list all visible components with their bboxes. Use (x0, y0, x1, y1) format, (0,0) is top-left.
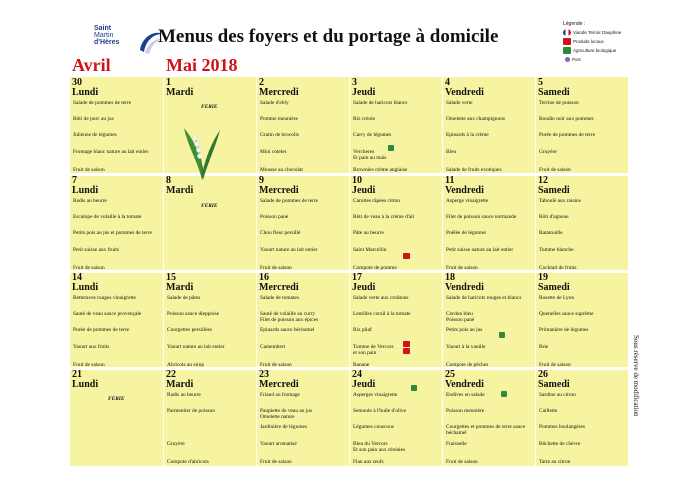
day-number: 14 (72, 272, 82, 283)
menu-item: Fruit de saison (539, 362, 571, 368)
menu-item: Riz pilaf (353, 327, 372, 333)
menu-item: Compote de pêches (446, 362, 489, 368)
menu-item: Purée de pommes de terre (539, 132, 595, 138)
menu-item: Riz créole (353, 116, 375, 122)
menu-item: Carottes râpées citron (353, 198, 400, 204)
menu-item: Poisson sauce dieppoise (167, 311, 220, 317)
menu-item: Sardine au citron (539, 392, 576, 398)
menu-item: Bûchette de chèvre (539, 441, 581, 447)
local-products-icon (403, 341, 410, 347)
menu-item: Banane (353, 362, 370, 368)
menu-item: Jardinière de légumes (260, 424, 307, 430)
menu-item: Epinards sauce béchamel (260, 327, 315, 333)
menu-item: Fruit de saison (446, 459, 478, 465)
menu-item: Sauté de volaille au curry Filet de poisson aux épices (260, 311, 319, 323)
day-name: Jeudi (352, 282, 376, 293)
menu-item: Taboulé aux raisins (539, 198, 581, 204)
menu-item: Sauté de veau sauce provençale (73, 311, 142, 317)
day-number: 8 (166, 175, 171, 186)
day-number: 11 (445, 175, 455, 186)
menu-item: Mini cotelet (260, 149, 287, 155)
menu-item: Fruit de saison (260, 459, 292, 465)
menu-item: Yaourt à la vanille (446, 344, 486, 350)
day-number: 16 (259, 272, 269, 283)
menu-item: Epinards à la crème (446, 132, 489, 138)
menu-item: Fruit de saison (73, 362, 105, 368)
organic-icon (501, 391, 507, 397)
menu-item: Fruit de saison (260, 265, 292, 271)
organic-icon (563, 47, 571, 54)
local-products-icon (563, 38, 571, 45)
legend-item-porc (563, 55, 633, 64)
day-number: 18 (445, 272, 455, 283)
menu-item: Radis au beurre (73, 198, 107, 204)
menu-item: Gruyère (539, 149, 557, 155)
menu-item: Betteraves rouges vinaigrette (73, 295, 136, 301)
menu-item: Rôti d'agneau (539, 214, 569, 220)
menu-item: Fraisselle (446, 441, 467, 447)
legend-label: Viande Terroir Dauphine (573, 30, 622, 35)
menu-item: Brownies crème anglaise (353, 167, 408, 173)
day-number: 23 (259, 369, 269, 380)
legend (563, 21, 633, 64)
day-name: Mercredi (259, 185, 299, 196)
menu-item: Tomme de Vercors et son pain (353, 344, 394, 356)
day-name: Lundi (72, 379, 99, 390)
menu-item: Fruit de saison (260, 362, 292, 368)
local-products-icon (403, 253, 410, 259)
menu-item: Rôti de veau à la crème d'ail (353, 214, 415, 220)
menu-item: Chou fleur persillé (260, 230, 301, 236)
day-number: 19 (538, 272, 548, 283)
day-number: 17 (352, 272, 362, 283)
menu-item: Printanière de légumes (539, 327, 589, 333)
menu-item: Boudin noir aux pommes (539, 116, 594, 122)
flag-icon (563, 29, 571, 36)
lily-of-the-valley-icon (180, 122, 224, 182)
day-name: Mardi (166, 87, 194, 98)
menu-item: Petits pois au jus et pommes de terre (73, 230, 152, 236)
day-number: 30 (72, 77, 82, 88)
menu-item: Yaourt aromatisé (260, 441, 297, 447)
menu-item: Salade verte aux croûtons (353, 295, 409, 301)
menu-item: Salade de pommes de terre (260, 198, 319, 204)
day-name: Mardi (166, 379, 194, 390)
day-number: 5 (538, 77, 543, 88)
logo-line-2: Martin (94, 32, 114, 39)
logo-text (94, 25, 119, 46)
menu-item: Semoule à l'huile d'olive (353, 408, 406, 414)
day-name: Vendredi (445, 185, 484, 196)
menu-item: Petit suisse aux fruits (73, 247, 119, 253)
menu-item: Tarte au citron (539, 459, 571, 465)
menu-item: Paupiette de veau au jus Omelette nature (260, 408, 313, 420)
menu-item: Cordon bleu Poisson pané (446, 311, 475, 323)
menu-item: Salade de haricots rouges et blancs (446, 295, 522, 301)
menu-item: Gruyère (167, 441, 185, 447)
menu-item: Rosette de Lyon (539, 295, 575, 301)
day-name: Vendredi (445, 379, 484, 390)
holiday-label: FERIE (201, 104, 218, 110)
menu-item: Escalope de volaille à la tomate (73, 214, 142, 220)
day-name: Mardi (166, 185, 194, 196)
legend-label: Produits locaux (573, 39, 604, 44)
menu-item: Yaourt nature au lait entier (260, 247, 318, 253)
page-title: Menus des foyers et du portage à domicile (158, 26, 499, 47)
menu-item: Fruit de saison (73, 167, 105, 173)
day-name: Samedi (538, 185, 570, 196)
day-name: Lundi (72, 185, 99, 196)
menu-item: Radis au beurre (167, 392, 201, 398)
organic-icon (411, 385, 417, 391)
menu-item: Cocktail de fruits (539, 265, 577, 271)
menu-item: Fruit de saison (73, 265, 105, 271)
menu-item: Gratin de brocolis (260, 132, 299, 138)
day-name: Samedi (538, 282, 570, 293)
day-number: 24 (352, 369, 362, 380)
menu-item: Salade de pommes de terre (73, 100, 132, 106)
day-name: Vendredi (445, 87, 484, 98)
menu-item: Salade de pâtes (167, 295, 201, 301)
day-number: 2 (259, 77, 264, 88)
menu-item: Rôti de porc au jus (73, 116, 114, 122)
menu-item: Petit suisse nature au lait entier (446, 247, 514, 253)
day-name: Samedi (538, 379, 570, 390)
menu-item: Pâte au beurre (353, 230, 384, 236)
legend-title: Légende : (563, 21, 586, 27)
day-number: 7 (72, 175, 77, 186)
holiday-label: FERIE (108, 396, 125, 402)
menu-item: Endives en salade (446, 392, 485, 398)
menu-item: Julienne de légumes (73, 132, 117, 138)
menu-item: Omelette aux champignons (446, 116, 505, 122)
menu-item: Vercheres Et pain au maïs (353, 149, 387, 161)
menu-item: Parmentier de poisson (167, 408, 215, 414)
day-name: Mercredi (259, 87, 299, 98)
menu-item: Yaourt aux fruits (73, 344, 110, 350)
day-name: Mardi (166, 282, 194, 293)
day-number: 21 (72, 369, 82, 380)
legend-item-terroir (563, 28, 633, 37)
day-name: Vendredi (445, 282, 484, 293)
menu-item: Salade d'ebly (260, 100, 289, 106)
menu-item: Mousse au chocolat (260, 167, 303, 173)
menu-item: Fruit de saison (539, 167, 571, 173)
day-number: 26 (538, 369, 548, 380)
menu-item: Poisson pané (260, 214, 289, 220)
day-number: 3 (352, 77, 357, 88)
day-number: 9 (259, 175, 264, 186)
menu-item: Pommes boulangères (539, 424, 585, 430)
day-name: Lundi (72, 87, 99, 98)
menu-item: Abricots au sirop (167, 362, 205, 368)
day-name: Jeudi (352, 185, 376, 196)
local-products-icon (403, 348, 410, 354)
menu-item: Légumes couscous (353, 424, 394, 430)
menu-item: Camembert (260, 344, 286, 350)
menu-item: Bleu (446, 149, 457, 155)
menu-item: Yaourt nature au lait entier (167, 344, 225, 350)
menu-item: Saint Marcellin (353, 247, 387, 253)
organic-icon (388, 145, 394, 151)
holiday-label: FERIE (201, 203, 218, 209)
menu-item: Fromage blanc nature au lait entier (73, 149, 149, 155)
menu-item: Quenelles sauce suprême (539, 311, 594, 317)
menu-item: Salade de tomates (260, 295, 299, 301)
menu-item: Asperges vinaigrette (353, 392, 398, 398)
pork-icon (565, 57, 570, 62)
day-name: Lundi (72, 282, 99, 293)
menu-item: Asperge vinaigrette (446, 198, 489, 204)
organic-icon (499, 332, 505, 338)
day-name: Jeudi (352, 87, 376, 98)
legend-item-bio (563, 46, 633, 55)
menu-item: Caillette (539, 408, 558, 414)
menu-item: Ratatouille (539, 230, 563, 236)
day-number: 10 (352, 175, 362, 186)
legend-label: Porc (572, 57, 582, 62)
menu-item: Flan aux œufs (353, 459, 384, 465)
menu-item: Filet de poisson sauce normande (446, 214, 517, 220)
menu-item: Compote d'abricots (167, 459, 209, 465)
menu-item: Courgettes persillées (167, 327, 212, 333)
menu-item: Compote de pomme (353, 265, 397, 271)
legend-label: Agriculture biologique (573, 48, 617, 53)
side-note: Sous réserve de modification (632, 335, 640, 417)
menu-item: Tomme blanche (539, 247, 574, 253)
menu-item: Salade de fruits exotiques (446, 167, 502, 173)
logo-line-1: Saint (94, 25, 112, 32)
menu-item: Petits pois au jus (446, 327, 483, 333)
day-name: Samedi (538, 87, 570, 98)
day-name: Mercredi (259, 379, 299, 390)
logo-line-3: d'Hères (94, 39, 120, 46)
menu-item: Pomme meunière (260, 116, 298, 122)
logo (68, 12, 123, 52)
menu-item: Bleu du Vercors Et son pain aux céréales (353, 441, 406, 453)
day-number: 22 (166, 369, 176, 380)
day-number: 12 (538, 175, 548, 186)
menu-item: Poêlée de légumes (446, 230, 487, 236)
menu-item: Courgettes et pommes de terre sauce béchamel (446, 424, 526, 436)
menu-item: Curry de légumes (353, 132, 392, 138)
menu-item: Lentilles corail à la tomate (353, 311, 411, 317)
day-name: Mercredi (259, 282, 299, 293)
menu-item: Fruit de saison (446, 265, 478, 271)
menu-item: Purée de pommes de terre (73, 327, 129, 333)
day-number: 4 (445, 77, 450, 88)
menu-item: Brie (539, 344, 549, 350)
menu-item: Friand au fromage (260, 392, 300, 398)
legend-item-local (563, 37, 633, 46)
month-label-prev: Avril (72, 55, 111, 75)
month-label-current: Mai 2018 (166, 55, 238, 75)
day-number: 1 (166, 77, 171, 88)
menu-item: Salade de haricots blancs (353, 100, 408, 106)
day-name: Jeudi (352, 379, 376, 390)
menu-item: Terrine de poisson (539, 100, 579, 106)
day-number: 15 (166, 272, 176, 283)
menu-item: Salade verte (446, 100, 473, 106)
day-number: 25 (445, 369, 455, 380)
menu-item: Poisson meunière (446, 408, 485, 414)
